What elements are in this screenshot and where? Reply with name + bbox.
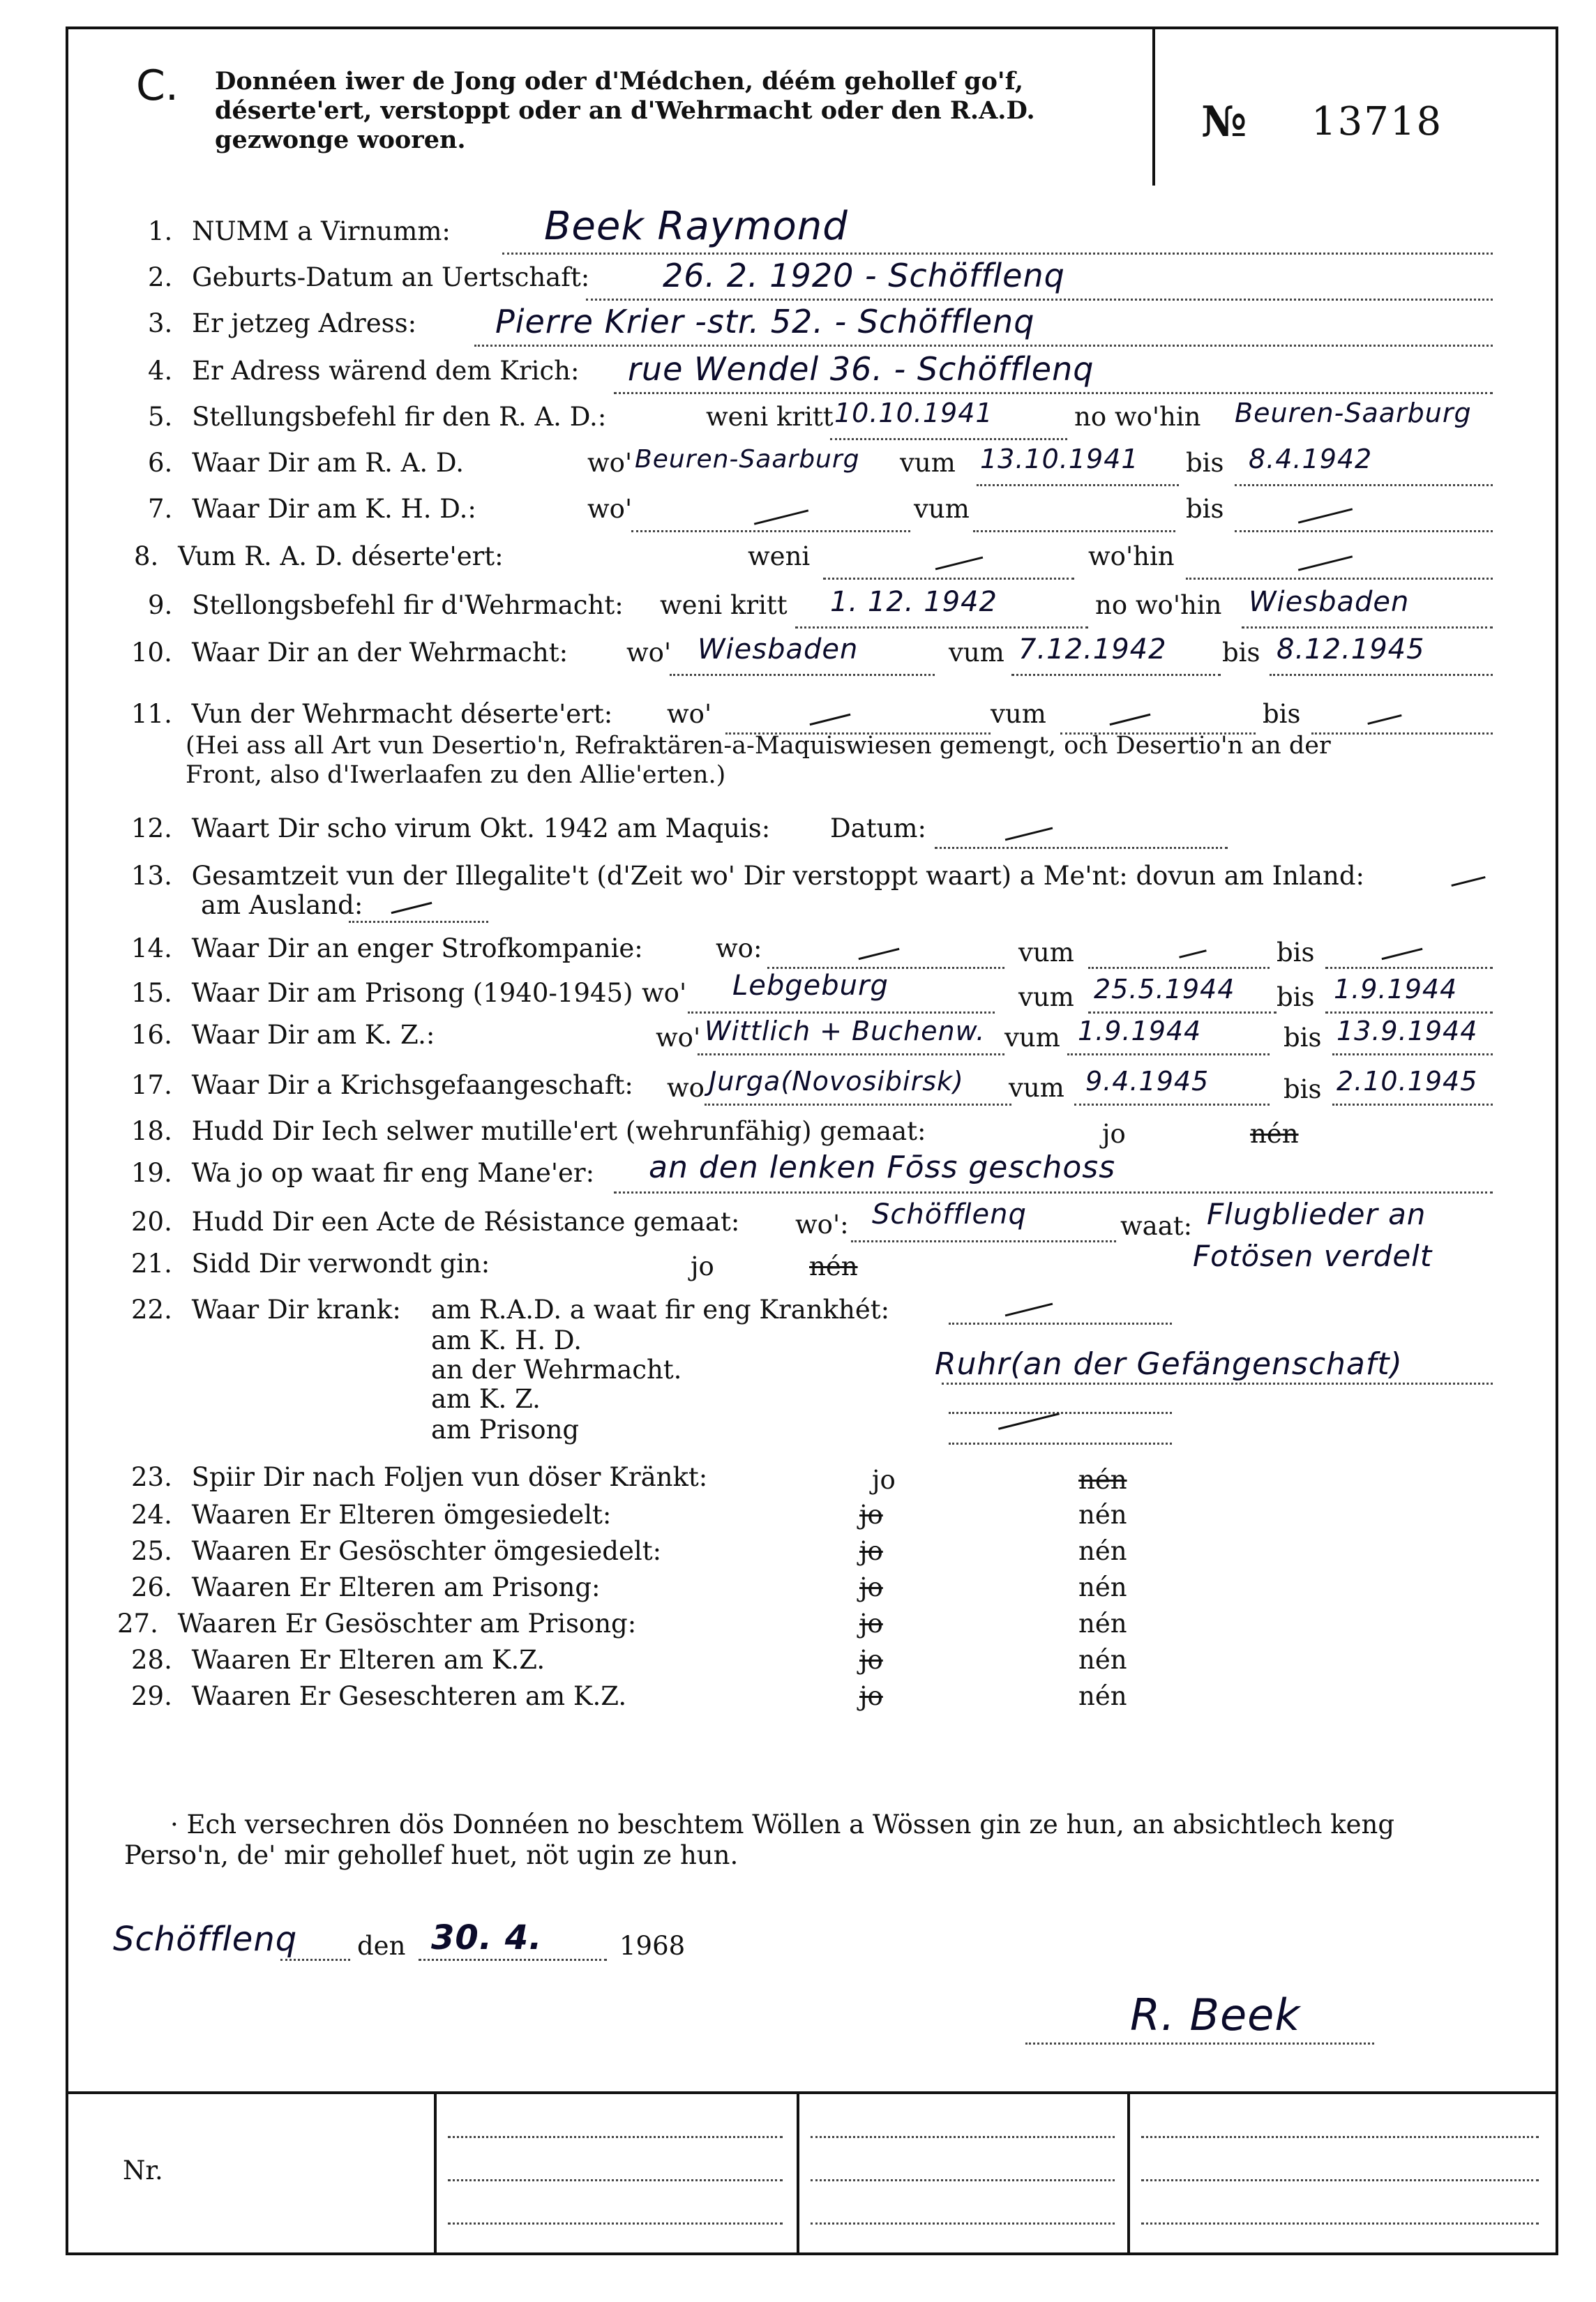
wo-label: wo' bbox=[587, 448, 633, 478]
weni-kritt-label: weni kritt bbox=[706, 402, 834, 432]
footer-line bbox=[811, 2179, 1115, 2181]
jo-option: jo bbox=[859, 1609, 883, 1639]
vum-label: vum bbox=[1004, 1023, 1060, 1053]
footer-line bbox=[811, 2136, 1115, 2138]
item-label: Waaren Er Elteren am K.Z. bbox=[191, 1645, 545, 1675]
item-8 bbox=[134, 541, 504, 572]
item-number: 24. bbox=[131, 1500, 172, 1530]
footer-line bbox=[448, 2222, 783, 2225]
item-number: 1. bbox=[148, 216, 173, 246]
item-19 bbox=[131, 1158, 594, 1189]
footer-top-border bbox=[66, 2091, 1558, 2094]
fill-line bbox=[474, 345, 1493, 347]
weni-label: weni bbox=[748, 541, 811, 571]
item-number: 16. bbox=[131, 1020, 172, 1050]
bis-label: bis bbox=[1283, 1023, 1322, 1053]
weni-kritt-label: weni kritt bbox=[660, 590, 788, 620]
kz-from: 1.9.1944 bbox=[1078, 1016, 1202, 1046]
fill-line bbox=[949, 1323, 1172, 1325]
kz-to: 13.9.1944 bbox=[1337, 1016, 1478, 1046]
fill-line bbox=[349, 921, 488, 923]
nen-option: nén bbox=[1078, 1645, 1127, 1675]
fill-line bbox=[767, 967, 1004, 969]
fill-line bbox=[1270, 674, 1493, 676]
number-symbol: № bbox=[1201, 98, 1247, 146]
footer-line bbox=[811, 2222, 1115, 2225]
nen-option: nén bbox=[1078, 1465, 1127, 1495]
nen-option: nén bbox=[1078, 1572, 1127, 1602]
rad-to: 8.4.1942 bbox=[1249, 444, 1373, 474]
prison-from: 25.5.1944 bbox=[1094, 974, 1235, 1005]
wohin-label: wo'hin bbox=[1088, 541, 1175, 571]
fill-line bbox=[419, 1959, 607, 1961]
resistance-act-2: Fotösen verdelt bbox=[1193, 1239, 1433, 1273]
item-10 bbox=[131, 638, 568, 668]
waat-label: waat: bbox=[1120, 1211, 1193, 1241]
bis-label: bis bbox=[1263, 699, 1301, 729]
item-11-note-2: Front, also d'Iwerlaafen zu den Allie'erten.) bbox=[186, 761, 726, 789]
item-15 bbox=[131, 978, 633, 1009]
item-18 bbox=[131, 1116, 926, 1147]
fill-line bbox=[1011, 674, 1221, 676]
bis-label: bis bbox=[1186, 494, 1224, 524]
item-label: Waaren Er Elteren ömgesiedelt: bbox=[191, 1500, 612, 1530]
address-value: Pierre Krier -str. 52. - Schöfflenq bbox=[495, 303, 1035, 340]
fill-line bbox=[280, 1959, 350, 1961]
fill-line bbox=[1325, 1011, 1493, 1014]
fill-line bbox=[973, 530, 1175, 532]
sick-prison: am Prisong bbox=[431, 1415, 580, 1445]
item-number: 9. bbox=[148, 590, 173, 620]
item-13 bbox=[131, 861, 1364, 892]
item-label: Waar Dir am K. H. D.: bbox=[192, 494, 476, 524]
pow-from: 9.4.1945 bbox=[1085, 1066, 1210, 1097]
item-label: Waaren Er Elteren am Prisong: bbox=[191, 1572, 601, 1602]
item-6 bbox=[148, 448, 464, 479]
wehrmacht-to: 8.12.1945 bbox=[1277, 633, 1425, 665]
nr-label: Nr. bbox=[123, 2156, 163, 2186]
item-number: 6. bbox=[148, 448, 173, 478]
sick-rad: am R.A.D. a waat fir eng Krankhét: bbox=[431, 1295, 890, 1325]
jo-option: jo bbox=[691, 1251, 714, 1281]
item-4 bbox=[148, 356, 579, 386]
item-number: 28. bbox=[131, 1645, 172, 1675]
vum-label: vum bbox=[949, 638, 1004, 668]
item-label: Stellungsbefehl fir den R. A. D.: bbox=[192, 402, 607, 432]
rad-place: Beuren-Saarburg bbox=[635, 445, 860, 474]
item-number: 14. bbox=[131, 933, 172, 963]
footer-line bbox=[1141, 2136, 1539, 2138]
bis-label: bis bbox=[1277, 982, 1315, 1012]
item-26 bbox=[131, 1572, 601, 1603]
rad-from: 13.10.1941 bbox=[980, 444, 1139, 474]
item-label: Waar Dir am Prisong (1940-1945) bbox=[191, 978, 633, 1008]
item-label: Waar Dir krank: bbox=[191, 1295, 401, 1325]
item-label: Wa jo op waat fir eng Mane'er: bbox=[191, 1158, 595, 1188]
fill-line bbox=[1074, 1104, 1270, 1106]
item-label: Hudd Dir Iech selwer mutille'ert (wehrunfähig) gemaat: bbox=[191, 1116, 926, 1146]
item-label: Waart Dir scho virum Okt. 1942 am Maquis: bbox=[191, 813, 771, 843]
nen-option: nén bbox=[1078, 1500, 1127, 1530]
item-number: 13. bbox=[131, 861, 172, 891]
fill-line bbox=[1235, 530, 1493, 532]
header-divider bbox=[1152, 27, 1155, 186]
footer-line bbox=[1141, 2222, 1539, 2225]
fill-line bbox=[851, 1240, 1116, 1242]
item-label: Waaren Er Geseschteren am K.Z. bbox=[191, 1681, 627, 1711]
item-9 bbox=[148, 590, 624, 621]
rad-order-place: Beuren-Saarburg bbox=[1235, 398, 1472, 428]
fill-line bbox=[795, 626, 1088, 629]
item-14 bbox=[131, 933, 643, 964]
jo-option: jo bbox=[872, 1465, 896, 1495]
vum-label: vum bbox=[991, 699, 1046, 729]
item-number: 25. bbox=[131, 1536, 172, 1566]
declaration-line-2: Perso'n, de' mir gehollef huet, nöt ugin ze hun. bbox=[124, 1840, 739, 1870]
sick-wehrmacht-value: Ruhr(an der Gefängenschaft) bbox=[935, 1346, 1403, 1382]
jo-option: jo bbox=[1102, 1119, 1126, 1149]
item-number: 5. bbox=[148, 402, 173, 432]
nen-option: nén bbox=[1078, 1536, 1127, 1566]
item-label: Gesamtzeit vun der Illegalite't (d'Zeit wo' Dir verstoppt waart) a Me'nt: dovun am Inland: bbox=[191, 861, 1364, 891]
item-21 bbox=[131, 1249, 490, 1279]
item-label: Waar Dir am K. Z.: bbox=[191, 1020, 435, 1050]
item-number: 21. bbox=[131, 1249, 172, 1279]
rad-order-date: 10.10.1941 bbox=[834, 398, 993, 428]
item-28 bbox=[131, 1645, 545, 1676]
birth-value: 26. 2. 1920 - Schöfflenq bbox=[663, 257, 1065, 294]
item-label: Stellongsbefehl fir d'Wehrmacht: bbox=[192, 590, 624, 620]
vum-label: vum bbox=[1009, 1073, 1064, 1103]
item-label: Sidd Dir verwondt gin: bbox=[191, 1249, 490, 1279]
item-13-ausland-label: am Ausland: bbox=[201, 890, 363, 920]
mutilation-method: an den lenken Fōss geschoss bbox=[649, 1150, 1116, 1185]
fill-line bbox=[670, 674, 935, 676]
item-number: 8. bbox=[134, 541, 159, 571]
item-number: 4. bbox=[148, 356, 173, 386]
item-number: 2. bbox=[148, 262, 173, 292]
item-label: Waaren Er Gesöschter am Prisong: bbox=[177, 1609, 637, 1639]
item-16 bbox=[131, 1020, 435, 1051]
wo-label: wo' bbox=[587, 494, 633, 524]
item-20 bbox=[131, 1207, 739, 1237]
footer-line bbox=[1141, 2179, 1539, 2181]
fill-line bbox=[949, 1443, 1172, 1445]
item-7 bbox=[148, 494, 476, 525]
fill-line bbox=[698, 1053, 1004, 1055]
item-number: 15. bbox=[131, 978, 172, 1008]
nen-option: nén bbox=[809, 1251, 858, 1281]
item-27 bbox=[117, 1609, 636, 1639]
den-label: den bbox=[357, 1931, 406, 1961]
fill-line bbox=[1311, 732, 1493, 735]
wo-label: wo' bbox=[626, 638, 672, 668]
wehrmacht-order-place: Wiesbaden bbox=[1249, 586, 1410, 618]
bis-label: bis bbox=[1277, 938, 1315, 968]
bis-label: bis bbox=[1222, 638, 1260, 668]
kz-place: Wittlich + Buchenw. bbox=[705, 1016, 986, 1046]
jo-option: jo bbox=[859, 1500, 883, 1530]
fill-line bbox=[935, 847, 1228, 849]
fill-line bbox=[942, 1383, 1493, 1385]
no-wohin-label: no wo'hin bbox=[1095, 590, 1222, 620]
fill-line bbox=[705, 1104, 1011, 1106]
vum-label: vum bbox=[1018, 982, 1074, 1012]
fill-line bbox=[1235, 484, 1493, 486]
signature: R. Beek bbox=[1130, 1989, 1301, 2040]
wehrmacht-order-date: 1. 12. 1942 bbox=[830, 586, 998, 618]
no-wohin-label: no wo'hin bbox=[1074, 402, 1201, 432]
bis-label: bis bbox=[1186, 448, 1224, 478]
signoff-place: Schöfflenq bbox=[113, 1920, 298, 1959]
datum-label: Datum: bbox=[830, 813, 926, 843]
fill-line bbox=[502, 253, 1493, 255]
fill-line bbox=[586, 299, 1493, 301]
item-number: 27. bbox=[117, 1609, 158, 1639]
wo-label: wo' bbox=[642, 978, 687, 1008]
signoff-year: 1968 bbox=[619, 1931, 686, 1961]
item-number: 3. bbox=[148, 308, 173, 338]
fill-line bbox=[1332, 1104, 1493, 1106]
wo-label: wo' bbox=[656, 1023, 701, 1053]
item-23 bbox=[131, 1462, 707, 1493]
item-label: Geburts-Datum an Uertschaft: bbox=[192, 262, 590, 292]
fill-line bbox=[830, 438, 1067, 440]
item-label: Vum R. A. D. déserte'ert: bbox=[178, 541, 504, 571]
item-number: 10. bbox=[131, 638, 172, 668]
item-label: Er jetzeg Adress: bbox=[192, 308, 417, 338]
jo-option: jo bbox=[859, 1572, 883, 1602]
nen-option: nén bbox=[1078, 1609, 1127, 1639]
wo-label: wo: bbox=[716, 933, 762, 963]
nen-option: nén bbox=[1078, 1681, 1127, 1711]
nen-option: nén bbox=[1250, 1119, 1299, 1149]
wo-label: wo': bbox=[795, 1210, 849, 1240]
item-12 bbox=[131, 813, 770, 844]
item-24 bbox=[131, 1500, 611, 1530]
pow-to: 2.10.1945 bbox=[1337, 1066, 1478, 1097]
item-number: 26. bbox=[131, 1572, 172, 1602]
vum-label: vum bbox=[914, 494, 970, 524]
item-label: Waar Dir an der Wehrmacht: bbox=[191, 638, 569, 668]
item-label: Vun der Wehrmacht déserte'ert: bbox=[191, 699, 613, 729]
resistance-act-1: Flugblieder an bbox=[1207, 1197, 1426, 1231]
fill-line bbox=[614, 1191, 1493, 1194]
footer-divider-3 bbox=[1127, 2091, 1130, 2255]
name-value: Beek Raymond bbox=[544, 204, 848, 249]
fill-line bbox=[688, 1011, 995, 1014]
item-1 bbox=[148, 216, 451, 247]
item-label: Waar Dir a Krichsgefaangeschaft: bbox=[191, 1070, 633, 1100]
item-number: 22. bbox=[131, 1295, 172, 1325]
footer-divider-2 bbox=[797, 2091, 799, 2255]
fill-line bbox=[1242, 626, 1493, 629]
item-2 bbox=[148, 262, 589, 293]
item-25 bbox=[131, 1536, 661, 1567]
item-number: 29. bbox=[131, 1681, 172, 1711]
section-letter: C. bbox=[136, 61, 179, 110]
pow-place: Jurga(Novosibirsk) bbox=[709, 1066, 964, 1097]
fill-line bbox=[1186, 578, 1493, 580]
sick-wehrmacht: an der Wehrmacht. bbox=[431, 1355, 682, 1385]
fill-line bbox=[1088, 967, 1270, 969]
fill-line bbox=[1067, 1053, 1270, 1055]
wo-label: wo' bbox=[667, 699, 712, 729]
fill-line bbox=[977, 484, 1179, 486]
form-title: Donnéen iwer de Jong oder d'Médchen, déém gehollef go'f, déserte'ert, verstoppt oder an d'Wehrmacht oder den R.A.D. gezwonge wooren. bbox=[215, 67, 1035, 154]
item-22 bbox=[131, 1295, 401, 1325]
vum-label: vum bbox=[1018, 938, 1074, 968]
bis-label: bis bbox=[1283, 1074, 1322, 1104]
fill-line bbox=[614, 392, 1493, 394]
footer-divider-1 bbox=[434, 2091, 437, 2255]
jo-option: jo bbox=[859, 1681, 883, 1711]
fill-line bbox=[631, 530, 910, 532]
war-address-value: rue Wendel 36. - Schöfflenq bbox=[628, 350, 1094, 388]
item-11 bbox=[131, 699, 612, 730]
item-number: 12. bbox=[131, 813, 172, 843]
fill-line bbox=[823, 578, 1074, 580]
item-label: Er Adress wärend dem Krich: bbox=[192, 356, 580, 386]
item-label: Waar Dir am R. A. D. bbox=[192, 448, 465, 478]
jo-option: jo bbox=[859, 1645, 883, 1675]
item-label: Hudd Dir een Acte de Résistance gemaat: bbox=[191, 1207, 740, 1237]
item-11-note-1: (Hei ass all Art vun Desertio'n, Refraktären-a-Maquiswiesen gemengt, och Desertio'n an der bbox=[186, 732, 1331, 760]
sick-kz: am K. Z. bbox=[431, 1384, 541, 1414]
fill-line bbox=[1325, 967, 1493, 969]
item-17 bbox=[131, 1070, 633, 1101]
fill-line bbox=[1332, 1053, 1493, 1055]
item-label: Waaren Er Gesöschter ömgesiedelt: bbox=[191, 1536, 662, 1566]
vum-label: vum bbox=[900, 448, 956, 478]
fill-line bbox=[949, 1412, 1172, 1414]
fill-line bbox=[1088, 1011, 1277, 1014]
item-label: Spiir Dir nach Foljen vun döser Kränkt: bbox=[191, 1462, 708, 1492]
item-number: 18. bbox=[131, 1116, 172, 1146]
resistance-place: Schöfflenq bbox=[872, 1198, 1027, 1231]
item-3 bbox=[148, 308, 416, 339]
wo-label: wo bbox=[667, 1073, 705, 1103]
signoff-date: 30. 4. bbox=[431, 1918, 543, 1957]
item-29 bbox=[131, 1681, 626, 1712]
prison-to: 1.9.1944 bbox=[1334, 974, 1458, 1005]
item-number: 23. bbox=[131, 1462, 172, 1492]
item-5 bbox=[148, 402, 606, 432]
item-number: 19. bbox=[131, 1158, 172, 1188]
item-number: 20. bbox=[131, 1207, 172, 1237]
sick-khd: am K. H. D. bbox=[431, 1325, 582, 1355]
signature-line bbox=[1025, 2043, 1374, 2045]
item-number: 7. bbox=[148, 494, 173, 524]
declaration-line-1: · Ech versechren dös Donnéen no beschtem Wöllen a Wössen gin ze hun, an absichtlech keng bbox=[170, 1810, 1395, 1840]
prison-place: Lebgeburg bbox=[732, 970, 889, 1002]
wehrmacht-from: 7.12.1942 bbox=[1018, 633, 1167, 665]
form-number: 13718 bbox=[1311, 99, 1443, 144]
jo-option: jo bbox=[859, 1536, 883, 1566]
item-number: 11. bbox=[131, 699, 172, 729]
item-label: Waar Dir an enger Strofkompanie: bbox=[191, 933, 643, 963]
footer-line bbox=[448, 2136, 783, 2138]
item-label: NUMM a Virnumm: bbox=[192, 216, 451, 246]
footer-line bbox=[448, 2179, 783, 2181]
wehrmacht-place: Wiesbaden bbox=[698, 633, 859, 665]
item-number: 17. bbox=[131, 1070, 172, 1100]
